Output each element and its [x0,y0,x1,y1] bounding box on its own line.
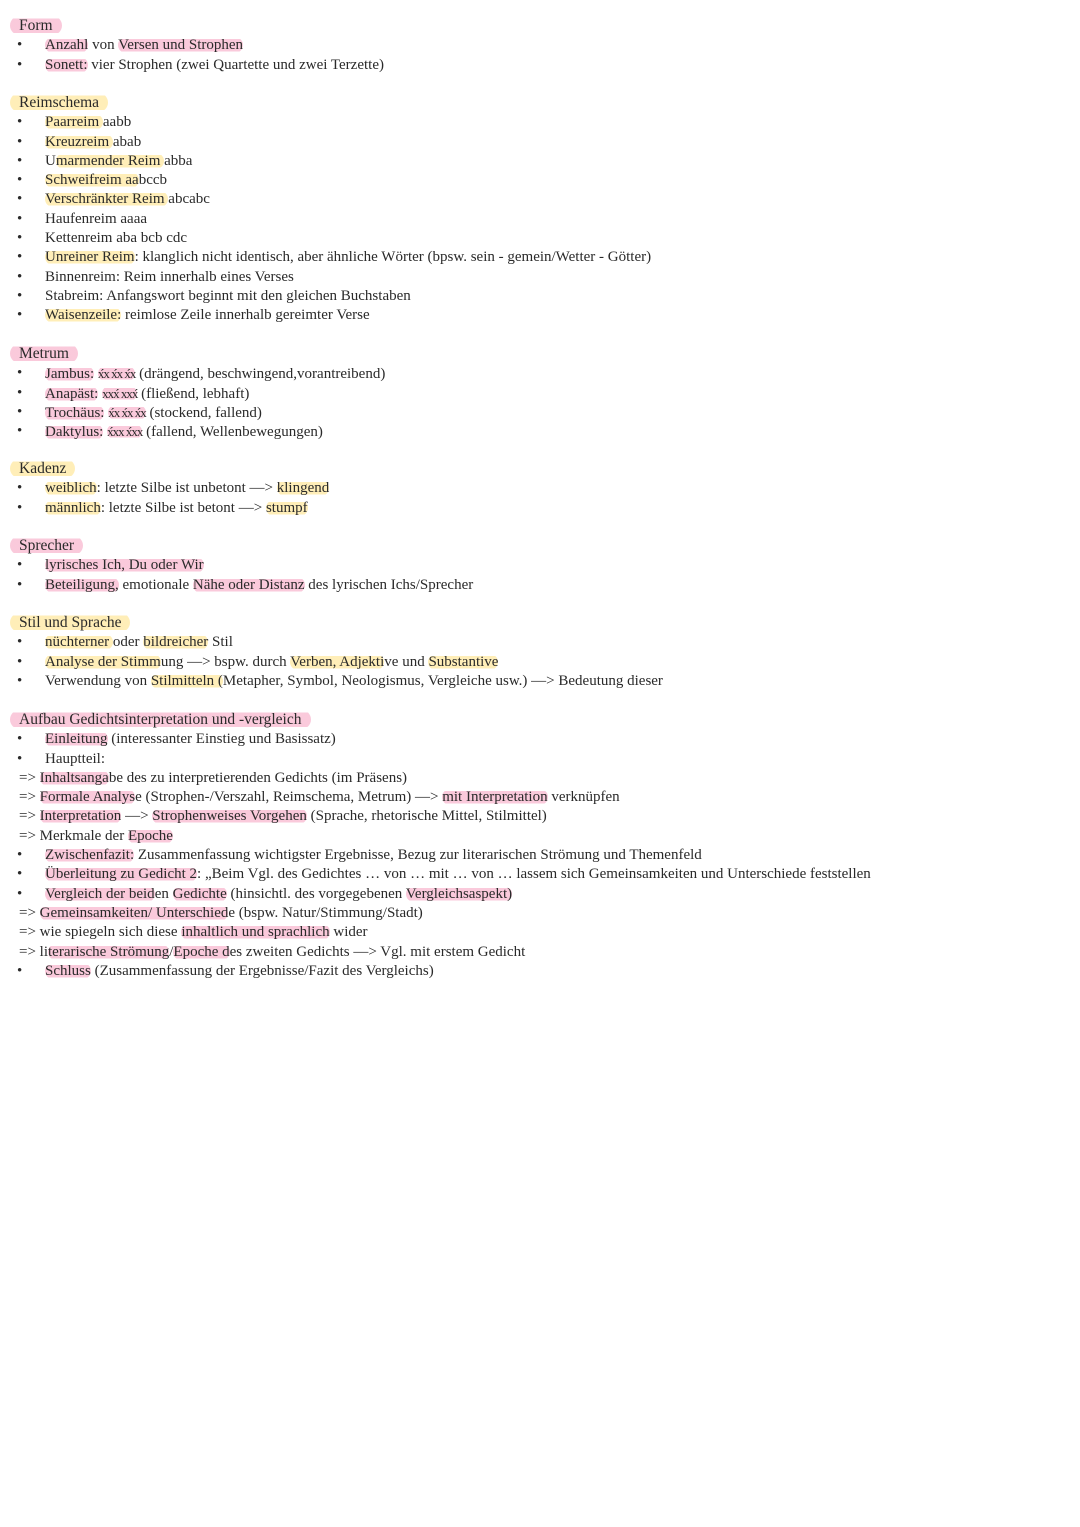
list-item [0,750,1080,769]
section-heading-reimschema: Reimschema [10,93,108,112]
section-heading-stil-und-sprache: Stil und Sprache [10,613,130,632]
section-list-aufbau [0,730,1080,981]
list-item [0,113,1080,132]
text-fragment: Zusammenfassung wichtigster Ergebnisse, Bezug zur literarischen Strömung und Themenfeld [134,847,702,864]
list-item [0,171,1080,190]
section-kadenz [0,459,1080,518]
highlighted-text: Stilmitteln ( [150,672,223,689]
highlighted-text: Schluss [45,962,91,979]
text-fragment: (interessanter Einstieg und Basissatz) [107,731,336,748]
section-heading-sprecher: Sprecher [10,536,83,555]
list-item [0,865,1080,884]
text-fragment: / [169,943,174,960]
section-list-sprecher [0,556,1080,595]
list-item [0,633,1080,652]
text-fragment: (fließend, lebhaft) [137,385,250,402]
highlighted-text: Vergleichsaspekt) [405,885,513,902]
section-aufbau [0,710,1080,981]
text-fragment: verknüpfen [547,789,620,806]
highlighted-text: Gemeinsamkeiten/ Unterschied [39,904,229,921]
text-fragment: von [88,37,119,54]
highlighted-text: Daktylus: [45,424,104,441]
text-fragment: —> [121,808,153,825]
highlighted-text: Verben, Adjekti [290,653,385,670]
text-fragment: : klanglich nicht identisch, aber ähnliche Wörter (bpsw. sein - gemein/Wetter - Götter) [134,249,652,266]
highlighted-text: marmender Reim [55,152,165,169]
text-fragment: => [19,769,40,786]
sub-list-item [0,904,1080,923]
text-fragment: e (bspw. Natur/Stimmung/Stadt) [228,904,423,921]
text-fragment: Stil [208,634,233,651]
text-fragment: (stockend, fallend) [145,404,262,421]
list-item [0,152,1080,171]
text-fragment: (fallend, Wellenbewegungen) [142,424,323,441]
text-fragment: Haufenreim aaaa [45,210,148,227]
sub-list-item [0,788,1080,807]
section-heading-aufbau: Aufbau Gedichtsinterpretation und -vergleich [10,710,311,729]
text-fragment: => wie spiegeln sich diese [19,924,182,941]
list-item [0,306,1080,325]
text-fragment: => Merkmale der [19,827,128,844]
highlighted-text: Sonett: [45,56,88,73]
list-item [0,422,1080,441]
highlighted-text: Gedichte [172,885,227,902]
text-fragment: Kettenreim aba bcb cdc [45,230,188,247]
list-item [0,364,1080,383]
list-item [0,287,1080,306]
text-fragment: ung —> bspw. durch [160,653,291,670]
highlighted-text: bildreicher [143,634,209,651]
list-item [0,499,1080,518]
list-item [0,556,1080,575]
section-stil-und-sprache [0,613,1080,691]
text-fragment: (Zusammenfassung der Ergebnisse/Fazit des Vergleichs) [90,962,434,979]
text-fragment: emotionale [118,576,193,593]
highlighted-text: lyrisches Ich, Du oder Wir [45,557,204,574]
meter-notation: xxx́ xxx́ [102,385,138,401]
list-item [0,384,1080,403]
section-list-metrum [0,364,1080,441]
list-item [0,133,1080,152]
text-fragment: ve und [384,653,429,670]
highlighted-text: Überleitung zu Gedicht 2 [45,866,198,883]
section-reimschema [0,93,1080,326]
section-heading-kadenz: Kadenz [10,459,75,478]
highlighted-text: klingend [276,480,330,497]
section-heading-form: Form [10,16,62,35]
highlighted-text: Waisenzeile: [45,307,122,324]
highlighted-text: Beteiligung, [45,576,119,593]
sub-list-item [0,827,1080,846]
section-heading-metrum: Metrum [10,344,78,363]
sub-list-item [0,769,1080,788]
sub-list-item [0,923,1080,942]
highlighted-text: Anzahl [45,37,89,54]
text-fragment: e (Strophen-/Verszahl, Reimschema, Metrum) —> [135,789,443,806]
highlighted-text: Strophenweises Vorgehen [152,808,307,825]
highlighted-text: stumpf [265,499,308,516]
highlighted-text: Analyse der Stimm [45,653,161,670]
text-fragment: => li [19,943,49,960]
highlighted-text: Vergleich der beid [45,885,155,902]
section-list-reimschema [0,113,1080,325]
section-list-stil-und-sprache [0,633,1080,691]
highlighted-text: Epoche d [173,943,230,960]
list-item [0,268,1080,287]
highlighted-text: Interpretation [39,808,122,825]
section-metrum [0,344,1080,441]
list-item [0,210,1080,229]
meter-notation: x́xx x́xx [107,424,143,440]
highlighted-text: mit Interpretation [442,789,548,806]
list-item [0,730,1080,749]
section-list-kadenz [0,479,1080,518]
list-item [0,248,1080,267]
section-list-form [0,36,1080,75]
text-fragment: => [19,904,40,921]
text-fragment: (drängend, beschwingend,vorantreibend) [135,366,386,383]
highlighted-text: Paarreim [45,114,103,131]
highlighted-text: Verschränkter Reim [45,191,169,208]
list-item [0,190,1080,209]
text-fragment: : letzte Silbe ist betont —> [100,499,266,516]
text-fragment: U [45,152,56,169]
text-fragment: es zweiten Gedichts —> Vgl. mit erstem Gedicht [229,943,526,960]
sub-list-item [0,807,1080,826]
text-fragment: des lyrischen Ichs/Sprecher [304,576,474,593]
text-fragment: abba [164,152,193,169]
text-fragment: be des zu interpretierenden Gedichts (im Präsens) [108,769,408,786]
text-fragment: (hinsichtl. des vorgegebenen [226,885,406,902]
highlighted-text: Einleitung [45,731,108,748]
meter-notation: x́x x́x x́x [97,366,136,382]
text-fragment: vier Strophen (zwei Quartette und zwei Terzette) [87,56,384,73]
text-fragment: : letzte Silbe ist unbetont —> [96,480,277,497]
highlighted-text: Anapäst: [45,385,99,402]
list-item [0,403,1080,422]
section-sprecher [0,536,1080,595]
list-item [0,56,1080,75]
text-fragment: bccb [138,172,168,189]
text-fragment: Stabreim: Anfangswort beginnt mit den gleichen Buchstaben [45,287,411,304]
highlighted-text: nüchterner [45,634,113,651]
text-fragment: (Sprache, rhetorische Mittel, Stilmittel) [306,808,547,825]
text-fragment: en [154,885,173,902]
text-fragment: : „Beim Vgl. des Gedichtes … von … mit … von … lassem sich Gemeinsamkeiten und Unterschiede feststellen [197,866,871,883]
list-item [0,846,1080,865]
text-fragment: Binnenreim: Reim innerhalb eines Verses [45,268,294,285]
highlighted-text: Zwischenfazit: [45,847,135,864]
text-fragment: Metapher, Symbol, Neologismus, Vergleiche usw.) —> Bedeutung dieser [222,672,663,689]
list-item [0,479,1080,498]
list-item [0,962,1080,981]
highlighted-text: Jambus: [45,366,95,383]
highlighted-text: Schweifreim aa [45,172,139,189]
highlighted-text: Epoche [127,827,173,844]
highlighted-text: Kreuzreim [45,133,113,150]
highlighted-text: terarische Strömung [48,943,170,960]
text-fragment: abab [112,133,142,150]
list-item [0,653,1080,672]
list-item [0,229,1080,248]
text-fragment: oder [112,634,144,651]
text-fragment: aabb [102,114,132,131]
highlighted-text: weiblich [45,480,97,497]
section-form [0,16,1080,75]
list-item [0,885,1080,904]
text-fragment: abcabc [168,191,210,208]
highlighted-text: Nähe oder Distanz [192,576,305,593]
meter-notation: x́x x́x x́x [108,404,146,420]
highlighted-text: inhaltlich und sprachlich [181,924,330,941]
list-item [0,576,1080,595]
highlighted-text: Formale Analys [39,789,136,806]
highlighted-text: Inhaltsanga [39,769,109,786]
text-fragment: wider [329,924,368,941]
list-item [0,36,1080,55]
sub-list-item [0,943,1080,962]
highlighted-text: Versen und Strophen [118,37,244,54]
text-fragment: => [19,808,40,825]
text-fragment: Verwendung von [45,672,151,689]
text-fragment: => [19,789,40,806]
text-fragment: Hauptteil: [45,750,105,767]
highlighted-text: Unreiner Reim [45,249,135,266]
highlighted-text: Substantive [428,653,499,670]
highlighted-text: Trochäus: [45,404,105,421]
text-fragment: reimlose Zeile innerhalb gereimter Verse [121,307,370,324]
highlighted-text: männlich [45,499,101,516]
list-item [0,672,1080,691]
